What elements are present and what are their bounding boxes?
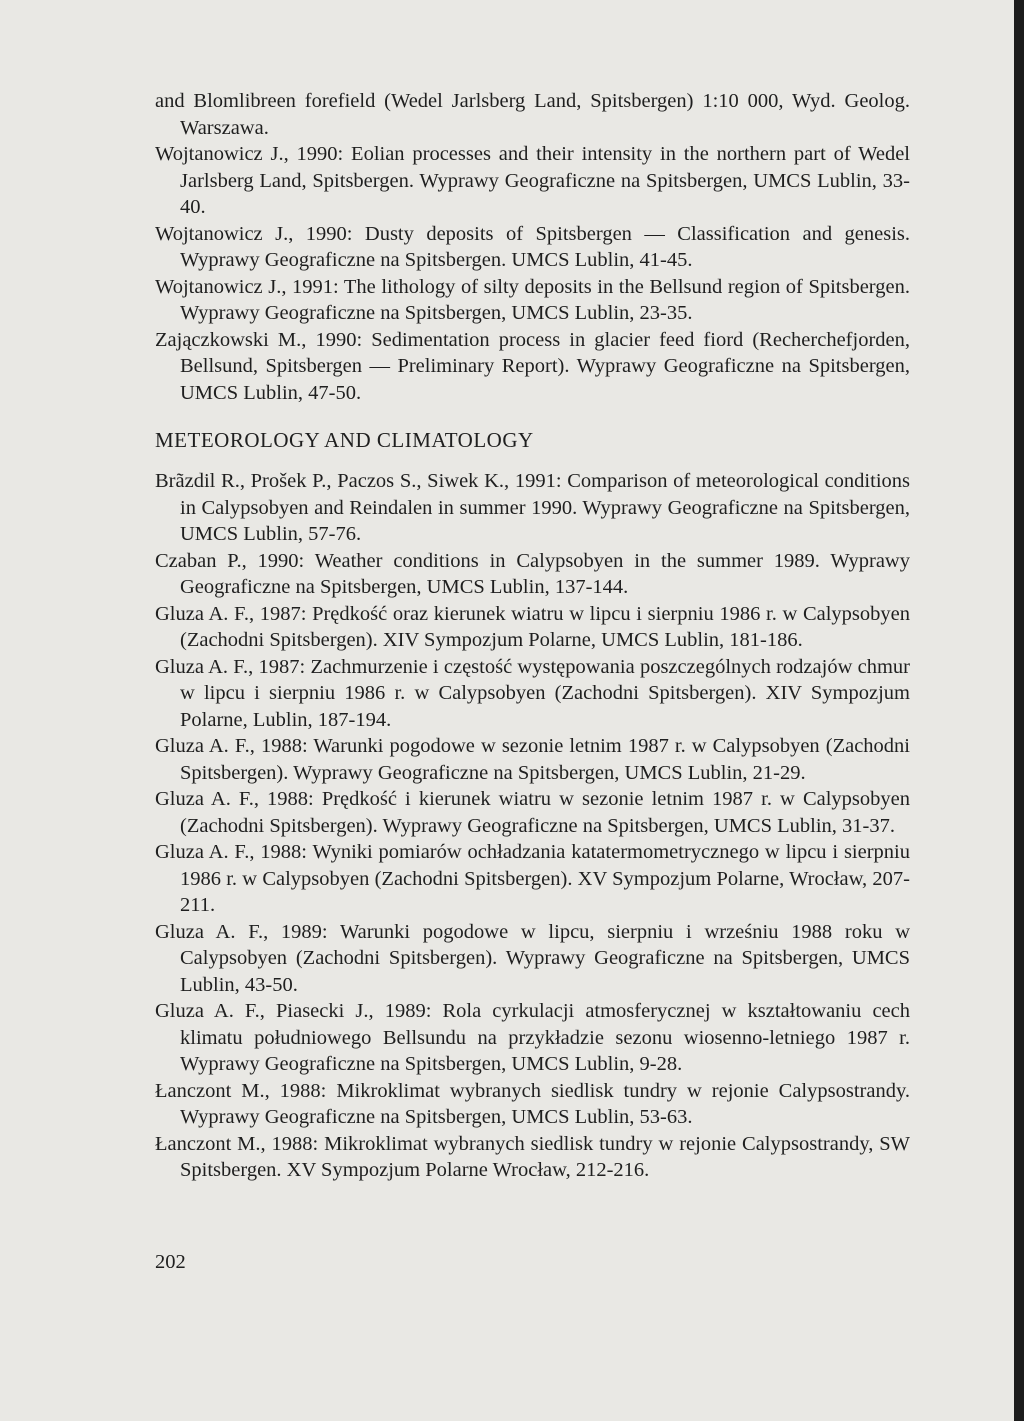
reference-entry: Gluza A. F., 1988: Wyniki pomiarów ochładzania katatermometrycznego w lipcu i sierpniu 1986 r. w Calypsobyen (Zachodni Spitsbergen). XV Sympozjum Polarne, Wrocław, 207-211.: [155, 841, 910, 916]
page-body: [155, 88, 910, 1184]
reference-entry: Gluza A. F., 1987: Prędkość oraz kierunek wiatru w lipcu i sierpniu 1986 r. w Calypsobyen (Zachodni Spitsbergen). XIV Sympozjum Polarne, UMCS Lublin, 181-186.: [155, 602, 910, 651]
reference-entry: Łanczont M., 1988: Mikroklimat wybranych siedlisk tundry w rejonie Calypsostrandy. Wyprawy Geograficzne na Spitsbergen, UMCS Lublin, 53-63.: [155, 1079, 910, 1128]
reference-entry: Wojtanowicz J., 1991: The lithology of silty deposits in the Bellsund region of Spitsbergen. Wyprawy Geograficzne na Spitsbergen, UMCS Lublin, 23-35.: [155, 275, 910, 324]
reference-entry: Wojtanowicz J., 1990: Eolian processes and their intensity in the northern part of Wedel Jarlsberg Land, Spitsbergen. Wyprawy Geograficzne na Spitsbergen, UMCS Lublin, 33-40.: [155, 143, 910, 218]
reference-entry: Gluza A. F., Piasecki J., 1989: Rola cyrkulacji atmosferycznej w kształtowaniu cech klimatu południowego Bellsundu na przykładzie sezonu wiosenno-letniego 1987 r. Wyprawy Geograficzne na Spitsbergen, UMCS Lublin, 9-28.: [155, 1000, 910, 1075]
reference-entry: Gluza A. F., 1988: Prędkość i kierunek wiatru w sezonie letnim 1987 r. w Calypsobyen (Zachodni Spitsbergen). Wyprawy Geograficzne na Spitsbergen, UMCS Lublin, 31-37.: [155, 788, 910, 837]
page-number: 202: [155, 1251, 186, 1273]
section-heading: METEOROLOGY AND CLIMATOLOGY: [155, 428, 534, 452]
reference-entry: Brãzdil R., Prošek P., Paczos S., Siwek K., 1991: Comparison of meteorological conditions in Calypsobyen and Reindalen in summer 1990. Wyprawy Geograficzne na Spitsbergen, UMCS Lublin, 57-76.: [155, 470, 910, 545]
reference-entry: and Blomlibreen forefield (Wedel Jarlsberg Land, Spitsbergen) 1:10 000, Wyd. Geolog. Warszawa.: [155, 90, 910, 139]
scan-edge-shadow: [1014, 0, 1024, 1421]
reference-entry: Wojtanowicz J., 1990: Dusty deposits of Spitsbergen — Classification and genesis. Wyprawy Geograficzne na Spitsbergen. UMCS Lublin, 41-45.: [155, 222, 910, 271]
reference-entry: Zajączkowski M., 1990: Sedimentation process in glacier feed fiord (Recherchefjorden, Bellsund, Spitsbergen — Preliminary Report). Wyprawy Geograficzne na Spitsbergen, UMCS Lublin, 47-50.: [155, 328, 910, 404]
reference-entry: Łanczont M., 1988: Mikroklimat wybranych siedlisk tundry w rejonie Calypsostrandy, SW Spitsbergen. XV Sympozjum Polarne Wrocław, 212-216.: [155, 1132, 910, 1181]
reference-entry: Gluza A. F., 1988: Warunki pogodowe w sezonie letnim 1987 r. w Calypsobyen (Zachodni Spitsbergen). Wyprawy Geograficzne na Spitsbergen, UMCS Lublin, 21-29.: [155, 735, 910, 784]
reference-entry: Gluza A. F., 1987: Zachmurzenie i częstość występowania poszczególnych rodzajów chmur w lipcu i sierpniu 1986 r. w Calypsobyen (Zachodni Spitsbergen). XIV Sympozjum Polarne, Lublin, 187-194.: [155, 655, 910, 731]
reference-entry: Czaban P., 1990: Weather conditions in Calypsobyen in the summer 1989. Wyprawy Geograficzne na Spitsbergen, UMCS Lublin, 137-144.: [155, 549, 910, 598]
reference-entry: Gluza A. F., 1989: Warunki pogodowe w lipcu, sierpniu i wrześniu 1988 roku w Calypsobyen (Zachodni Spitsbergen). Wyprawy Geograficzne na Spitsbergen, UMCS Lublin, 43-50.: [155, 920, 910, 996]
